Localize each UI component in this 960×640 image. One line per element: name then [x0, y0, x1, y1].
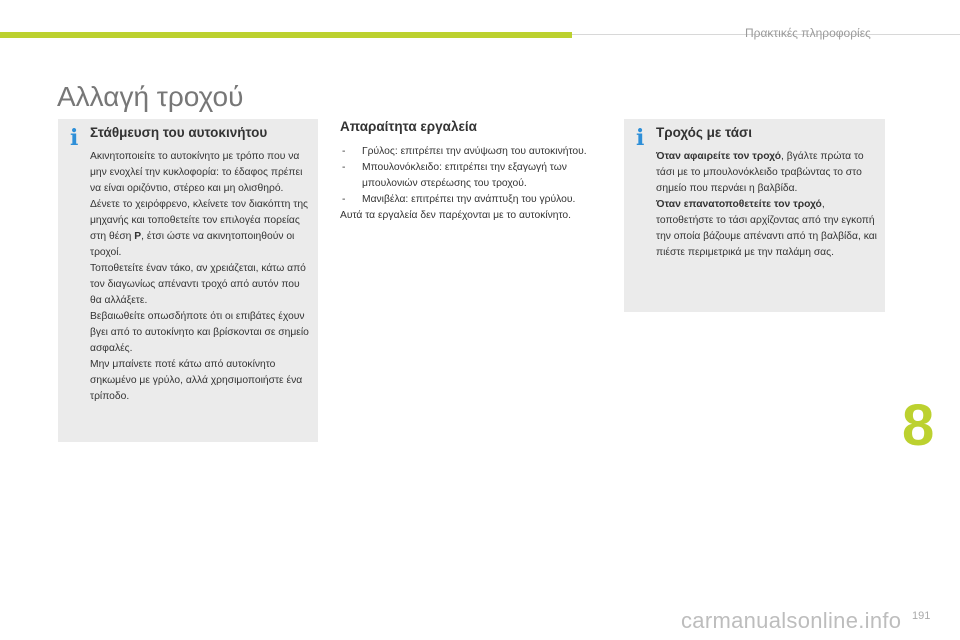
- parking-paragraph: Ακινητοποιείτε το αυτοκίνητο με τρόπο που να μην ενοχλεί την κυκλοφορία: το έδαφος πρέπει να είναι οριζόντιο, στέρεο και μη ολισθηρό.: [90, 151, 303, 194]
- parking-info-box: [58, 119, 318, 442]
- wheel-trim-info-box: [624, 119, 885, 312]
- list-item: - Μπουλονόκλειδο: επιτρέπει την εξαγωγή των μπουλονιών στερέωσης του τροχού.: [342, 162, 567, 189]
- parking-paragraph: Βεβαιωθείτε οπωσδήποτε ότι οι επιβάτες έχουν βγει από το αυτοκίνητο και βρίσκονται σε σημείο ασφαλές.: [90, 311, 309, 354]
- wheel-trim-heading: Τροχός με τάσι: [656, 125, 753, 140]
- parking-heading: Στάθμευση του αυτοκινήτου: [90, 125, 268, 140]
- list-item: - Μανιβέλα: επιτρέπει την ανάπτυξη του γρύλου.: [342, 194, 576, 205]
- parking-paragraph: Δένετε το χειρόφρενο, κλείνετε τον διακόπτη της μηχανής και τοποθετείτε τον επιλογέα πορείας στη θέση P, έτσι ώστε να ακινητοποιηθούν οι τροχοί.: [90, 199, 309, 258]
- section-title: Πρακτικές πληροφορίες: [745, 26, 871, 40]
- page-title: Αλλαγή τροχού: [57, 80, 244, 112]
- tools-note: Αυτά τα εργαλεία δεν παρέχονται με το αυτοκίνητο.: [340, 210, 572, 221]
- tools-list: [340, 144, 610, 208]
- tools-heading: Απαραίτητα εργαλεία: [340, 119, 477, 134]
- page-number: 191: [912, 610, 931, 622]
- chapter-number: 8: [902, 393, 935, 458]
- parking-text: [90, 149, 312, 405]
- parking-paragraph: Τοποθετείτε έναν τάκο, αν χρειάζεται, κάτω από τον διαγωνίως απέναντι τροχό από αυτόν που θα αλλάξετε.: [90, 263, 306, 306]
- wheel-trim-paragraph: Όταν αφαιρείτε τον τροχό, βγάλτε πρώτα το τάσι με το μπουλονόκλειδο τραβώντας το στο σημείο που περνάει η βαλβίδα.: [656, 151, 864, 194]
- parking-paragraph: Μην μπαίνετε ποτέ κάτω από αυτοκίνητο σηκωμένο με γρύλο, αλλά χρησιμοποιήστε ένα τρίποδο.: [90, 359, 303, 402]
- wheel-trim-paragraph: Όταν επανατοποθετείτε τον τροχό, τοποθετήστε το τάσι αρχίζοντας από την εγκοπή την οποία βάζουμε απέναντι από τη βαλβίδα, και πιέστε περιμετρικά με την παλάμη σας.: [656, 199, 877, 258]
- list-item: - Γρύλος: επιτρέπει την ανύψωση του αυτοκινήτου.: [342, 146, 587, 157]
- wheel-trim-text: [656, 149, 878, 261]
- tools-section: [340, 119, 610, 224]
- watermark: carmanualsonline.info: [681, 608, 902, 633]
- info-icon: i: [70, 125, 79, 151]
- top-accent-bar: [0, 32, 572, 38]
- info-icon: i: [636, 125, 645, 151]
